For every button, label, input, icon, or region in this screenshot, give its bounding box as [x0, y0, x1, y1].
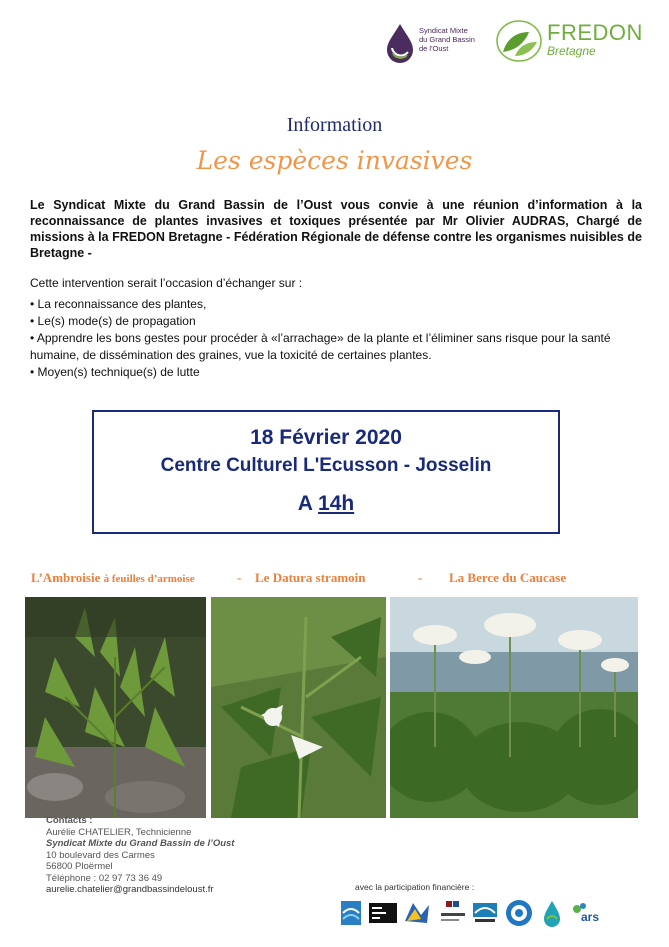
caption-separator: -	[418, 570, 423, 585]
caption-datura: Le Datura stramoin	[255, 570, 366, 585]
fredon-name: FREDON	[547, 20, 643, 45]
title-information: Information	[286, 114, 383, 136]
fredon-region: Bretagne	[547, 44, 596, 58]
smgbo-logo	[383, 18, 503, 68]
bretagne-logo	[368, 897, 398, 929]
eau-morbihan-logo	[504, 897, 534, 929]
event-time-prefix: A	[297, 492, 313, 515]
eau-loire-logo	[540, 897, 564, 929]
contacts-block	[46, 815, 234, 896]
ille-vilaine-logo	[438, 897, 468, 929]
topic-list	[30, 296, 642, 381]
contact-city: 56800 Ploërmel	[46, 861, 113, 872]
list-item: • Apprendre les bons gestes pour procéder à «l’arrachage» de la plante et l’éliminer sans risque pour la santé humaine, de dissémination des graines, vue la toxicité de certaines plantes.	[30, 331, 611, 362]
fredon-leaf-icon	[495, 18, 543, 64]
list-item: • Le(s) mode(s) de propagation	[30, 314, 196, 328]
title-invasive-species: Les espèces invasives	[196, 146, 473, 175]
event-box	[92, 410, 560, 534]
ars-logo	[570, 897, 606, 929]
event-place: Centre Culturel L'Ecusson - Josselin	[160, 455, 492, 476]
agence-eau-logo	[338, 897, 364, 929]
list-item: • Moyen(s) technique(s) de lutte	[30, 365, 200, 379]
list-item: • La reconnaissance des plantes,	[30, 297, 207, 311]
caption-ambroisie-name: L’Ambroisie	[31, 570, 101, 585]
intro-paragraph: Le Syndicat Mixte du Grand Bassin de l’Oust vous convie à une réunion d’information à la reconnaissance de plantes invasives et toxiques présentée par Mr Olivier AUDRAS, Chargé de missions à la FREDON Bretagne - Fédération Régionale de défense contre les organismes nuisibles de Bretagne -	[30, 198, 642, 260]
smgbo-logo-line3: de l'Oust	[419, 44, 449, 53]
smgbo-drop-icon	[383, 22, 417, 64]
caption-ambroisie-detail: à feuilles d’armoise	[103, 573, 195, 585]
event-date: 18 Février 2020	[250, 426, 402, 449]
caption-berce: La Berce du Caucase	[449, 570, 567, 585]
fredon-logo	[495, 14, 643, 66]
photo-berce	[390, 597, 638, 818]
svg-text:ars: ars	[581, 910, 600, 924]
lead-sentence: Cette intervention serait l’occasion d’échanger sur :	[30, 276, 303, 290]
caption-ambroisie	[31, 570, 195, 586]
contact-phone: Téléphone : 02 97 73 36 49	[46, 872, 163, 884]
partners-label: avec la participation financière :	[355, 882, 475, 892]
contact-organization: Syndicat Mixte du Grand Bassin de l’Oust	[46, 838, 235, 849]
smgbo-logo-line1: Syndicat Mixte	[419, 26, 468, 35]
event-time	[94, 492, 558, 516]
caption-separator: -	[237, 570, 242, 585]
contacts-heading: Contacts :	[46, 815, 93, 826]
partner-logos	[336, 897, 636, 931]
morbihan-logo	[400, 897, 434, 929]
photo-ambroisie	[25, 597, 206, 818]
contact-email[interactable]: aurelie.chatelier@grandbassindeloust.fr	[46, 884, 214, 895]
contact-address: 10 boulevard des Carmes	[46, 849, 155, 861]
photo-datura	[211, 597, 386, 818]
event-time-value: 14h	[318, 492, 355, 515]
cotes-armor-logo	[470, 897, 500, 929]
contact-person: Aurélie CHATELIER, Technicienne	[46, 826, 192, 838]
smgbo-logo-line2: du Grand Bassin	[419, 35, 475, 44]
